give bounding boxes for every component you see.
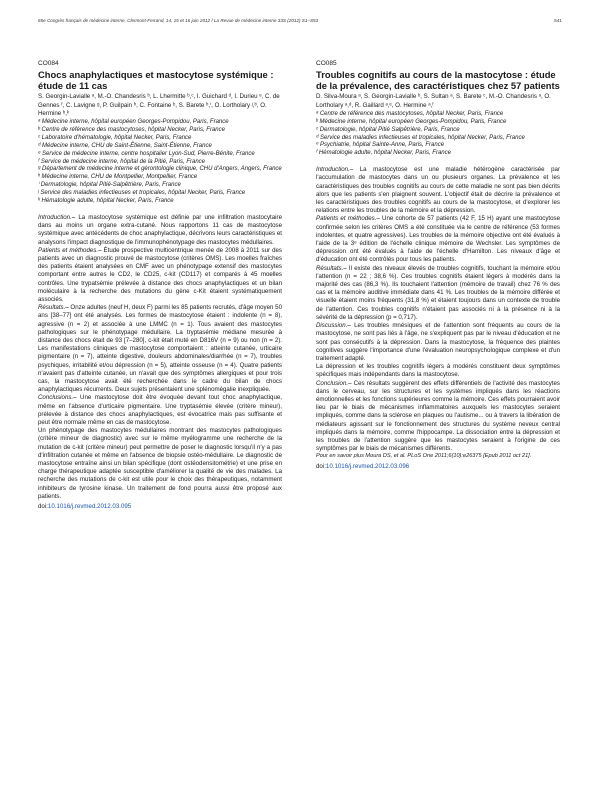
- doi-link[interactable]: 10.1016/j.revmed.2012.03.096: [325, 462, 410, 470]
- affiliation: ᵏ Hématologie adulte, hôpital Necker, Paris, France: [38, 198, 174, 205]
- results-paragraph: Résultats.– Il existe des niveaux élevés de troubles cognitifs, touchant la mémoire et/ou l'attention (n = 22 ; 38,6 %). Ces troubles cognitifs étaient légers à modérés dans la majorité des cas (86,3 %). Ils touchaient l'attention (mémoire de travail) chez 76 % des cas et la mémoire auditive immédiate dans 41 %. Les troubles de la mémoire différée et visuelle étaient moins fréquents (31,8 %) et étaient toujours dans un contexte de trouble de l'attention. Ces troubles cognitifs n'étaient pas associés ni à la présence ni à la sévérité de la dépression (p = 0,717).: [316, 264, 560, 321]
- abstract-title: Chocs anaphylactiques et mastocytose systémique : étude de 11 cas: [38, 69, 274, 91]
- abstract-title: Troubles cognitifs au cours de la mastocytose : étude de la prévalence, des caractéristiques chez 57 patients: [316, 69, 560, 91]
- affiliation: ᵍ Département de médecine interne et gérontologie clinique, CHU d'Angers, Angers, France: [38, 166, 282, 173]
- author-list: D. Silva-Moura ᵃ, S. Georgin-Lavialle ᵇ, S. Sultan ᵃ, S. Barete ᶜ, M.-O. Chandesris ᵃ, O. Lortholary ᵃ,ᵈ, R. Gaillard ᵃ,ᵉ, O. Hermine ᵃ,ᶠ: [316, 93, 551, 109]
- conclusion-paragraph: Conclusion.– Ces résultats suggèrent des effets différentiels de l'activité des mastocytes dans le cerveau, sur les structures et les systèmes impliqués dans les réactions émotionnelles et les fonctions supérieures comme la mémoire. Ces effets pourraient avoir lieu par le biais de mécanismes inflammatoires auxquels les mastocytes seraient impliqués, comme dans la sclérose en plaques ou l'autisme... ou à travers la libération de médiateurs agissant sur le fonctionnement des structures du système neveux central impliqués dans la mémoire, comme l'hippocampe. La dissociation entre la dépression et les troubles de l'attention suggère que les mastocytes seraient à l'origine de ces symptômes par le biais de mécanismes différents.: [316, 379, 560, 453]
- conclusion-paragraph-2: Un phénotypage des mastocytes médullaires montrant des mastocytes pathologiques (critère mineur de diagnostic) avec sur le même myélogramme une recherche de la mutation de c-kit (critère mineur) peut permettre de poser le diagnostic lorsqu'il n'y a pas d'infiltration cutanée et même en l'absence de biopsie ostéo-médullaire. Le diagnostic de mastocytose entraîne ainsi un bilan spécifique (dont ostéodensitométrie) et une prise en charge thérapeutique adaptée susceptible d'améliorer la qualité de vie des malades. La recherche des mutations de c-kit est utile pour le choix des thérapeutiques, notamment inhibiteurs de tyrosine kinase. Un traitement de fond pourra aussi être proposé aux patients.: [38, 427, 282, 500]
- affiliation: ᶜ Laboratoire d'hématologie, hôpital Necker, Paris, France: [38, 134, 192, 141]
- abstract-co084: [38, 60, 282, 511]
- affiliation: ᵃ Centre de référence des mastocytoses, hôpital Necker, Paris, France: [316, 110, 504, 117]
- section-label: Discussion.–: [316, 322, 351, 330]
- running-header: [38, 18, 562, 23]
- affiliation: ᶠ Service de médecine interne, hôpital de la Pitié, Paris, France: [38, 158, 205, 165]
- affiliation: ᶠ Hématologie adulte, hôpital Necker, Paris, France: [316, 150, 451, 157]
- affiliation: ⁱ Dermatologie, hôpital Pitié-Salpêtrière, Paris, France: [38, 182, 181, 189]
- section-label: Conclusions.–: [38, 394, 77, 402]
- affiliations: [38, 119, 282, 206]
- page-number: S41: [553, 18, 562, 23]
- affiliation: ᵇ Médecine interne, hôpital européen Georges-Pompidou, Paris, France: [316, 118, 507, 125]
- affiliation: ᵉ Service de médecine interne, centre hospitalier Lyon-Sud, Pierre-Bénite, France: [38, 150, 255, 157]
- section-label: Introduction.–: [38, 213, 76, 221]
- abstract-co085: [316, 60, 560, 471]
- affiliation: ʰ Médecine interne, CHU de Montpellier, Montpellier, France: [38, 174, 198, 181]
- doi-link[interactable]: 10.1016/j.revmed.2012.03.095: [47, 503, 132, 511]
- doi-line: doi:10.1016/j.revmed.2012.03.096: [316, 462, 410, 470]
- affiliation: ᵇ Centre de référence des mastocytoses, hôpital Necker, Paris, France: [38, 126, 225, 133]
- section-label: Conclusion.–: [316, 379, 352, 387]
- section-label: Introduction.–: [316, 166, 354, 174]
- affiliation: ᵈ Médecine interne, CHU de Saint-Étienne, Saint-Étienne, France: [38, 142, 212, 149]
- affiliation: ᵉ Psychiatrie, hôpital Sainte-Anne, Paris, France: [316, 142, 445, 149]
- abstract-code: CO084: [38, 60, 59, 67]
- affiliation: ᵈ Service des maladies infectieuses et tropicales, hôpital Necker, Paris, France: [316, 134, 525, 141]
- section-label: Patients et méthodes.–: [38, 246, 102, 254]
- section-label: Résultats.–: [38, 304, 69, 312]
- abstract-code: CO085: [316, 60, 337, 67]
- methods-paragraph: Patients et méthodes.– Une cohorte de 57 patients (42 F, 15 H) ayant une mastocytose confirmée selon les critères OMS a été constituée via le centre de référence (53 formes indolentes, et quatre agressives). Les troubles de la mémoire objective ont été évalués à l'aide de la 3ᵉ édition de l'échelle clinique mémoire de Wechsler. Les symptômes de dépression ont été évalués à l'aide de l'échelle d'Hamilton. Les niveaux d'âge et d'éducation ont été contrôlés pour tous les patients.: [316, 215, 560, 264]
- doi-line: doi:10.1016/j.revmed.2012.03.095: [38, 503, 132, 511]
- conclusion-paragraph: Conclusions.– Une mastocytose doit être évoquée devant tout choc anaphylactique, même en l'absence d'urticaire pigmentaire. Une tryptasémie élevée (critère mineur), prélevée à distance des chocs anaphylactiques, est évocatrice mais pas suffisante et peut être normale même en cas de mastocytose.: [38, 394, 282, 427]
- section-label: Résultats.–: [316, 264, 347, 272]
- methods-paragraph: Patients et méthodes.– Étude prospective multicentrique menée de 2008 à 2011 sur des patients avec un diagnostic prouvé de mastocytose (critères OMS). Les moelles fraîches des patients étaient analysées en CMF avec un phénotypage extensif des mastocytes comportant entre autres le CD2, le CD25, c-kit (CD117) et comparés à 45 moelles contrôles. Une trypatsémie prélevée à distance des chocs anaphylactiques et un bilan moléculaire à la recherche des mutations du gène c-Kit étaient systématiquement associés.: [38, 246, 282, 303]
- affiliation: ᵃ Médecine interne, hôpital européen Georges-Pompidou, Paris, France: [38, 119, 229, 125]
- discussion-paragraph: Discussion.– Les troubles mnésiques et de l'attention sont fréquents au cours de la mastocytose, ne sont pas liés à l'âge, ne s'expliquent pas par le niveau d'éducation et ne sont pas consécutifs à la dépression. Dans la mastocytose, la fréquence des plaintes cognitives suggère l'importance d'une l'évaluation neuropsychologique complexe et d'un traitement adapté.: [316, 322, 560, 362]
- introduction-paragraph: Introduction.– La mastocytose systémique est définie par une infiltration mastocytaire dans au moins un organe extra-cutané. Nous rapportons 11 cas de mastocytose systémique avec antécédents de choc anaphylactique, décrivons leurs caractéristiques et analysons l'impact diagnostique de l'immunophénotypage des mastocytes médullaires.: [38, 213, 282, 246]
- reference-note: Pour en savoir plus Moura DS, et al. PLoS One 2011;6(10):e26375 [Epub 2011 oct 21].: [316, 453, 532, 460]
- running-title: 65e Congrès français de médecine interne, Clermont-Ferrand, 14, 15 et 16 juin 2012 / La Revue de médecine interne 33S (2012) S1–S53: [38, 18, 319, 23]
- section-label: Patients et méthodes.–: [316, 215, 380, 223]
- author-list: S. Georgin-Lavialle ᵃ, M.-O. Chandesris ᵇ, L. Lhermitte ᵇ,ᶜ, I. Guichard ᵈ, I. Durieu ᵉ, C. de Gennes ᶠ, C. Lavigne ᵍ, P. Guilpain ʰ, C. Fontaine ᵇ, S. Barete ʰ,ⁱ, O. Lortholary ʲ,ᵇ, O. Hermine ᵇ,ᵏ: [38, 93, 280, 117]
- introduction-paragraph: Introduction.– La mastocytose est une maladie hétérogène caractérisée par l'accumulation de mastocytes dans un ou plusieurs organes. La prévalence et les caractéristiques des troubles cognitifs au cours de cette maladie ne sont pas bien décrits alors que les patients s'en plaignent souvent. L'objectif était de décrire la prévalence et les caractéristiques des troubles cognitifs au cours de la mastocytose, et d'explorer les relations entre les troubles de la mémoire et la dépression.: [316, 166, 560, 215]
- discussion-paragraph-2: La dépression et les troubles cognitifs légers à modérés constituent deux symptômes spécifiques mais indépendants dans la mastocytose.: [316, 363, 560, 379]
- results-paragraph: Résultats.– Onze adultes (neuf H, deux F) parmi les 85 patients recrutés, d'âge moyen 50 ans [38–77] ont été analysés. Les formes de mastocytose étaient : indolente (n = 8), agressive (n = 2) et associée à une LMMC (n = 1). Tous avaient des mastocytes pathologiques sur le phénotypage médullaire. La tryptasémie médiane mesurée à distance des chocs était de 93 [7–280], c-kit était muté en D816V (n = 9) ou non (n = 2). Les manifestations cliniques de mastocytose comportaient : atteinte cutanée, urticaire pigmentaire (n = 7), atteinte digestive, douleurs abdominales/diarrhée (n = 7), troubles psychiques, irritabilité et/ou dépression (n = 5), atteinte osseuse (n = 4). Quatre patients n'avaient pas d'atteinte cutanée, un n'avait que des symptômes allergiques et pour trois cas, la mastocytose avait été recherchée dans le cadre du bilan de chocs anaphylactiques récurrents. Deux sujets présentaient une splénomégalie inexpliquée.: [38, 304, 282, 394]
- affiliation: ʲ Service des maladies infectieuses et tropicales, hôpital Necker, Paris, France: [38, 190, 246, 197]
- affiliation: ᶜ Dermatologie, hôpital Pitié Salpêtrière, Paris, France: [316, 126, 460, 133]
- affiliations: [316, 111, 560, 158]
